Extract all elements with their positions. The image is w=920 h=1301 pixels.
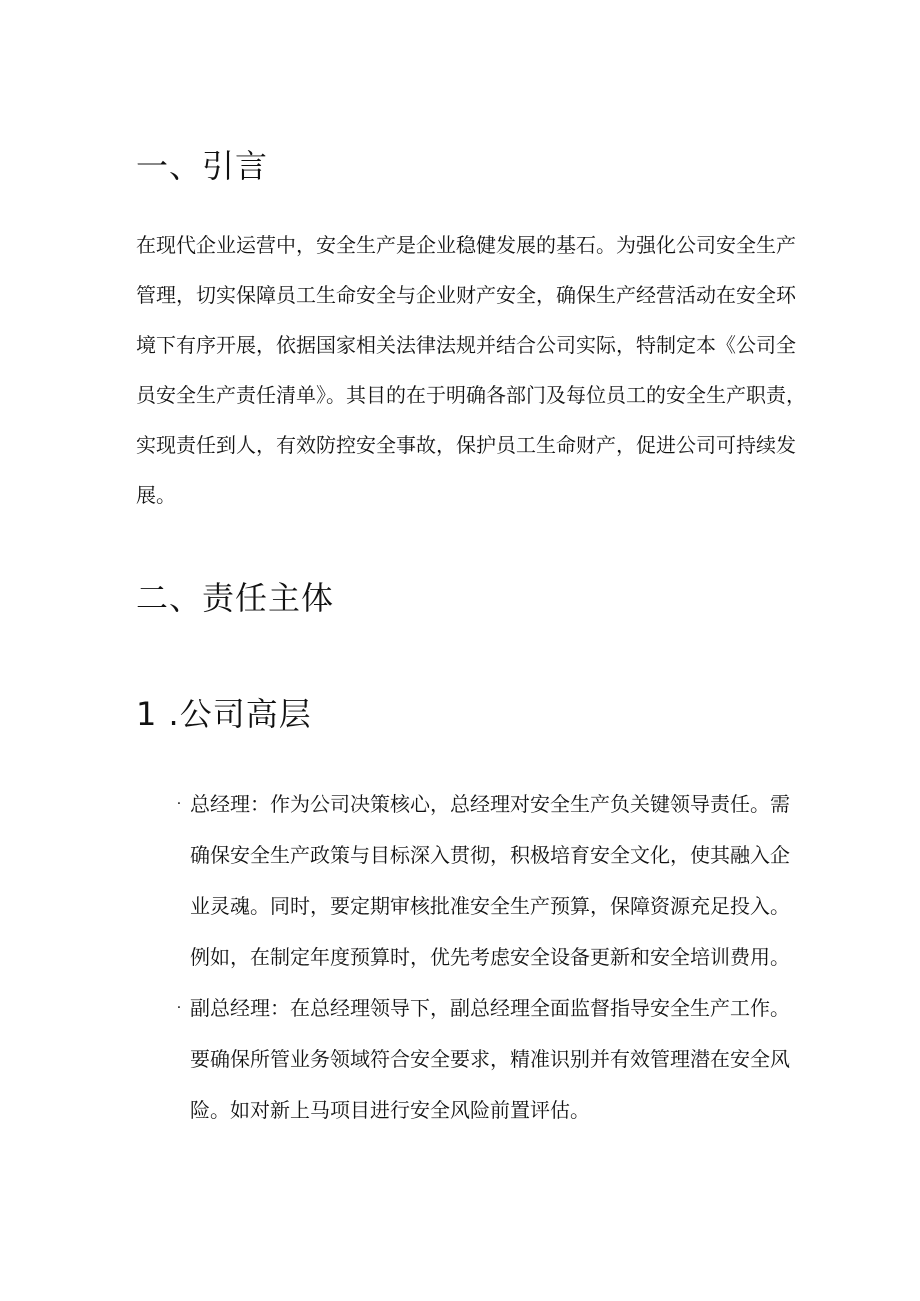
list-item-line: 险。如对新上马项目进行安全风险前置评估。 <box>190 1098 590 1122</box>
list-item-deputy-general-manager <box>170 995 820 1148</box>
introduction-paragraph <box>136 232 816 532</box>
list-item-line: 副总经理：在总经理领导下，副总经理全面监督指导安全生产工作。 <box>190 996 790 1020</box>
list-item-line: 总经理：作为公司决策核心，总经理对安全生产负关键领导责任。需 <box>190 792 790 816</box>
paragraph-line: 实现责任到人，有效防控安全事故，保护员工生命财产，促进公司可持续发 <box>136 433 796 457</box>
paragraph-line: 在现代企业运营中，安全生产是企业稳健发展的基石。为强化公司安全生产 <box>136 233 796 257</box>
list-item-line: 例如，在制定年度预算时，优先考虑安全设备更新和安全培训费用。 <box>190 945 790 969</box>
bullet-list-deputy-general-manager <box>170 995 820 1148</box>
bullet-dot-icon: · <box>176 796 182 812</box>
bullet-list-general-manager <box>170 791 820 995</box>
paragraph-line: 境下有序开展，依据国家相关法律法规并结合公司实际，特制定本《公司全 <box>136 333 796 357</box>
paragraph-line: 管理，切实保障员工生命安全与企业财产安全，确保生产经营活动在安全环 <box>136 283 796 307</box>
subsection-heading-senior-management: 1 .公司高层 <box>136 695 312 733</box>
list-item-line: 业灵魂。同时，要定期审核批准安全生产预算，保障资源充足投入。 <box>190 894 790 918</box>
section-heading-responsible-parties: 二、责任主体 <box>136 579 335 617</box>
list-item-line: 确保安全生产政策与目标深入贯彻，积极培育安全文化，使其融入企 <box>190 843 790 867</box>
list-item-general-manager <box>170 791 820 995</box>
bullet-dot-icon: · <box>176 1000 182 1016</box>
section-heading-introduction: 一、引言 <box>136 147 269 185</box>
paragraph-line: 展。 <box>136 483 176 507</box>
paragraph-line: 员安全生产责任清单》。其目的在于明确各部门及每位员工的安全生产职责， <box>136 383 806 407</box>
list-item-line: 要确保所管业务领域符合安全要求，精准识别并有效管理潜在安全风 <box>190 1047 790 1071</box>
